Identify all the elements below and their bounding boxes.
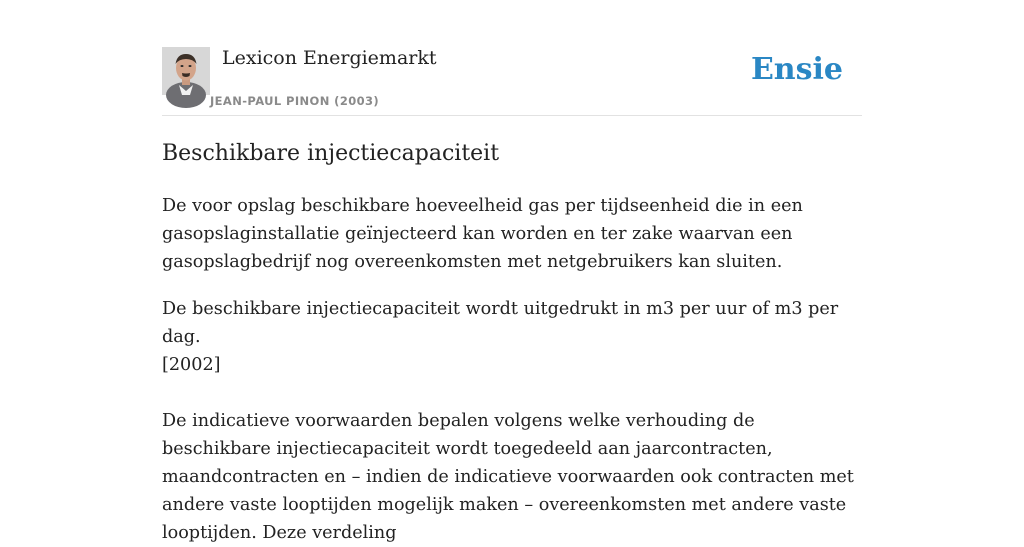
- book-title[interactable]: Lexicon Energiemarkt: [222, 47, 437, 69]
- entry-paragraph: De indicatieve voorwaarden bepalen volgens welke verhouding de beschikbare injectiecapaciteit wordt toegedeeld aan jaarcontracten, maandcontracten en – indien de indicatieve voorwaarden ook contracten met andere vaste looptijden mogelijk maken – overeenkomsten met andere vaste looptijden. Deze verdeling: [162, 411, 854, 543]
- entry-title: Beschikbare injectiecapaciteit: [162, 141, 500, 166]
- entry-paragraph: [2002]: [162, 355, 221, 375]
- ensie-logo[interactable]: Ensie: [750, 52, 843, 87]
- author-avatar[interactable]: [162, 47, 210, 95]
- author-name[interactable]: JEAN-PAUL PINON (2003): [210, 94, 380, 108]
- entry-paragraph: De beschikbare injectiecapaciteit wordt uitgedrukt in m3 per uur of m3 per dag.: [162, 299, 839, 347]
- entry-paragraph: De voor opslag beschikbare hoeveelheid gas per tijdseenheid die in een gasopslaginstallatie geïnjecteerd kan worden en ter zake waarvan een gasopslagbedrijf nog overeenkomsten met netgebruikers kan sluiten.: [162, 196, 803, 272]
- book-header: [162, 0, 862, 116]
- author-portrait-icon: [162, 47, 210, 95]
- page: [162, 0, 862, 543]
